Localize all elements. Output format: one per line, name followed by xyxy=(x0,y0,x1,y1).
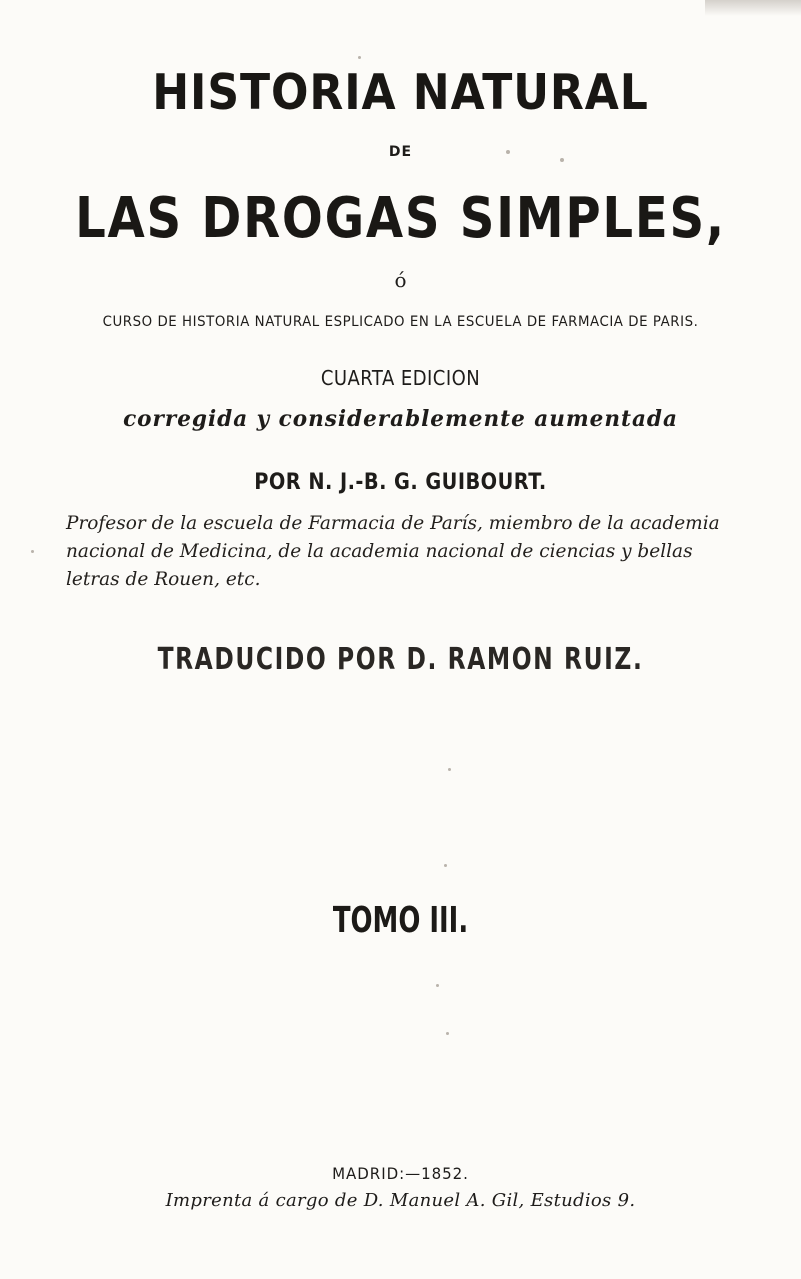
title-conjunction: ó xyxy=(394,268,407,292)
paper-speck xyxy=(436,984,439,987)
paper-speck xyxy=(448,768,451,771)
main-title-line-1: HISTORIA NATURAL xyxy=(152,64,649,121)
author-credentials-line: Profesor de la escuela de Farmacia de París, miembro de la academia xyxy=(66,513,720,534)
author: POR N. J.-B. G. GUIBOURT. xyxy=(254,470,547,495)
author-credentials-line: nacional de Medicina, de la academia nacional de ciencias y bellas xyxy=(66,541,693,562)
translator: TRADUCIDO POR D. RAMON RUIZ. xyxy=(157,642,644,677)
edition: CUARTA EDICION xyxy=(320,366,481,390)
author-credentials-line: letras de Rouen, etc. xyxy=(66,569,261,590)
edition-note: corregida y considerablemente aumentada xyxy=(123,406,678,432)
page-corner-stain xyxy=(705,0,801,16)
paper-speck xyxy=(446,1032,449,1035)
paper-speck xyxy=(444,864,447,867)
subtitle: CURSO DE HISTORIA NATURAL ESPLICADO EN LA ESCUELA DE FARMACIA DE PARIS. xyxy=(102,314,699,330)
paper-speck xyxy=(560,158,564,162)
place-and-year: MADRID:—1852. xyxy=(332,1164,469,1183)
main-title-connector: DE xyxy=(388,144,413,160)
paper-speck xyxy=(506,150,510,154)
volume-number: TOMO III. xyxy=(332,900,469,941)
printer-imprint: Imprenta á cargo de D. Manuel A. Gil, Estudios 9. xyxy=(165,1190,636,1211)
main-title-line-2: LAS DROGAS SIMPLES, xyxy=(75,186,726,251)
paper-speck xyxy=(358,56,361,59)
author-credentials xyxy=(66,510,766,594)
paper-speck xyxy=(31,550,34,553)
